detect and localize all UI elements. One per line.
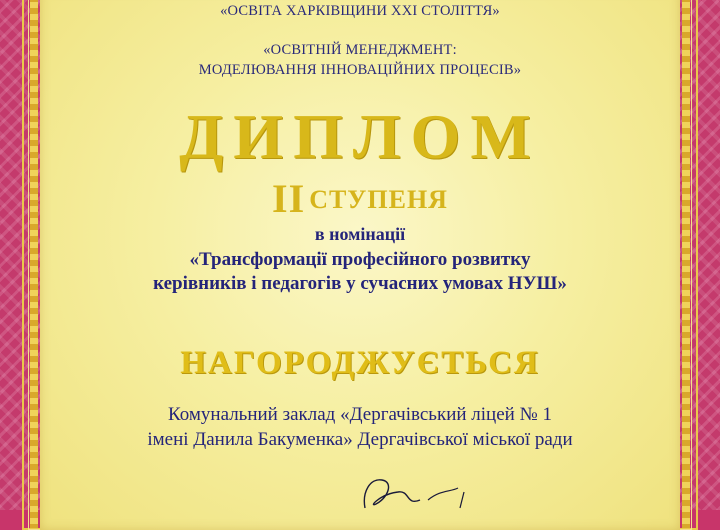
award-label: НАГОРОДЖУЄТЬСЯ — [180, 345, 540, 381]
nomination-title-1: «Трансформації професійного розвитку — [189, 249, 531, 270]
nomination-title-2: керівників і педагогів у сучасних умовах НУШ» — [153, 273, 567, 294]
degree-roman: II — [272, 176, 306, 221]
signature-icon — [310, 470, 510, 510]
header-line-3: МОДЕЛЮВАННЯ ІННОВАЦІЙНИХ ПРОЦЕСІВ» — [198, 62, 522, 78]
diploma-title: ДИПЛОМ — [179, 101, 541, 172]
degree-word: СТУПЕНЯ — [309, 185, 448, 214]
header-line-2: «ОСВІТНІЙ МЕНЕДЖМЕНТ: — [263, 42, 457, 58]
diploma-content — [40, 0, 680, 510]
recipient-line-2: імені Данила Бакуменка» Дергачівської міської ради — [147, 429, 573, 450]
recipient-line-1: Комунальний заклад «Дергачівський ліцей № 1 — [168, 404, 552, 425]
header-line-1: «ОСВІТА ХАРКІВЩИНИ ХХІ СТОЛІТТЯ» — [220, 3, 500, 19]
nomination-label: в номінації — [314, 224, 406, 244]
diploma-degree — [40, 175, 680, 222]
